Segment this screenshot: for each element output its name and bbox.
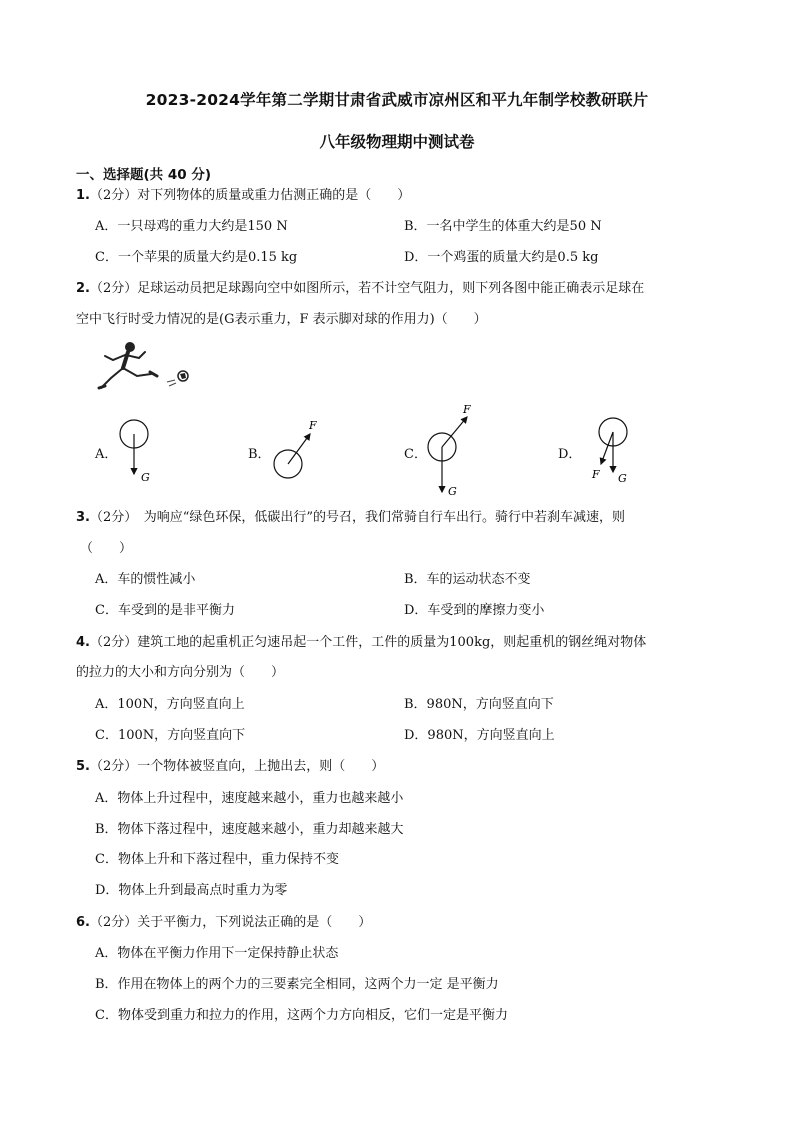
question-2-option-b: B． (248, 447, 271, 462)
question-2-stem-line1 (76, 281, 644, 297)
force-label: F (592, 468, 600, 481)
question-4-option-a: A．100N，方向竖直向上 (95, 697, 245, 712)
question-4-stem-line1 (76, 635, 646, 651)
question-3-option-c: C．车受到的是非平衡力 (95, 603, 235, 618)
question-5-option-b: B．物体下落过程中，速度越来越小，重力却越来越大 (95, 822, 404, 837)
question-text: （2分）对下列物体的质量或重力估测正确的是（ ） (89, 188, 411, 203)
question-3-option-a: A．车的惯性减小 (95, 572, 196, 587)
question-3-option-b: B．车的运动状态不变 (404, 572, 531, 587)
force-diagram-b (265, 412, 325, 487)
question-1-option-c: C．一个苹果的质量大约是0.15 kg (95, 250, 298, 265)
section-heading: 一、选择题(共 40 分) (76, 167, 212, 183)
question-1-option-d: D．一个鸡蛋的质量大约是0.5 kg (404, 250, 599, 265)
question-2-option-c: C． (404, 447, 427, 462)
question-text: （2分）建筑工地的起重机正匀速吊起一个工件，工件的质量为100kg，则起重机的钢丝绳对物体 (89, 635, 647, 650)
force-diagram-d (585, 412, 645, 487)
question-3-stem-line2: （ ） (80, 541, 133, 556)
gravity-label: G (141, 471, 150, 484)
question-text: （2分）关于平衡力，下列说法正确的是（ ） (89, 915, 372, 930)
force-label: F (463, 403, 471, 416)
force-diagram-a (110, 412, 160, 487)
question-1-stem (76, 188, 410, 204)
question-number: 5. (76, 759, 90, 774)
question-6-stem (76, 915, 371, 931)
exam-title-line1: 2023-2024学年第二学期甘肃省武威市凉州区和平九年制学校教研联片 (145, 91, 649, 109)
question-2-stem-line2: 空中飞行时受力情况的是(G表示重力，F 表示脚对球的作用力)（ ） (76, 312, 487, 327)
gravity-label: G (448, 485, 457, 498)
force-label: F (309, 419, 317, 432)
question-3-stem-line1 (76, 510, 625, 526)
question-6-option-c: C．物体受到重力和拉力的作用，这两个力方向相反，它们一定是平衡力 (95, 1008, 508, 1023)
question-5-stem (76, 759, 384, 775)
question-text: （2分）一个物体被竖直向，上抛出去，则（ ） (89, 759, 385, 774)
question-5-option-d: D．物体上升到最高点时重力为零 (95, 883, 288, 898)
force-diagram-c (420, 400, 480, 500)
question-text: （2分） 为响应“绿色环保，低碳出行”的号召，我们常骑自行车出行。骑行中若刹车减速，则 (89, 510, 626, 525)
question-2-option-a: A． (95, 447, 118, 462)
question-number: 1. (76, 188, 90, 203)
question-5-option-a: A．物体上升过程中，速度越来越小，重力也越来越小 (95, 791, 404, 806)
question-1-option-b: B．一名中学生的体重大约是50 N (404, 219, 602, 234)
exam-title-line2: 八年级物理期中测试卷 (319, 133, 475, 151)
question-number: 4. (76, 635, 90, 650)
question-6-option-b: B．作用在物体上的两个力的三要素完全相同，这两个力一定 是平衡力 (95, 977, 499, 992)
question-4-option-c: C．100N，方向竖直向下 (95, 728, 246, 743)
question-3-option-d: D．车受到的摩擦力变小 (404, 603, 545, 618)
question-6-option-a: A．物体在平衡力作用下一定保持静止状态 (95, 946, 339, 961)
question-4-option-d: D．980N，方向竖直向上 (404, 728, 555, 743)
question-5-option-c: C．物体上升和下落过程中，重力保持不变 (95, 852, 339, 867)
gravity-label: G (618, 472, 627, 485)
question-4-stem-line2: 的拉力的大小和方向分别为（ ） (76, 665, 285, 680)
question-number: 6. (76, 915, 90, 930)
question-text: （2分）足球运动员把足球踢向空中如图所示，若不计空气阻力，则下列各图中能正确表示足球在 (89, 281, 645, 296)
soccer-player-illustration (95, 338, 205, 398)
question-number: 3. (76, 510, 90, 525)
question-1-option-a: A．一只母鸡的重力大约是150 N (95, 219, 288, 234)
question-number: 2. (76, 281, 90, 296)
question-2-option-d: D． (558, 447, 582, 462)
question-4-option-b: B．980N，方向竖直向下 (404, 697, 554, 712)
